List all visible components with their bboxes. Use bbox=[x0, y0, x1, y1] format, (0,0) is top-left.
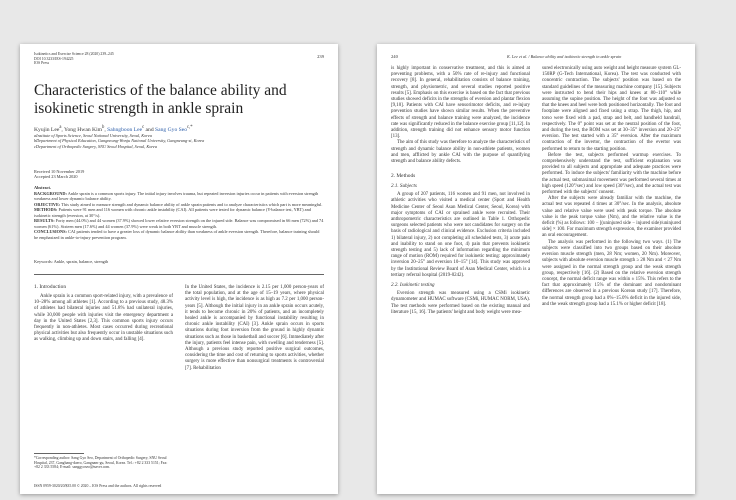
copyright-line: ISSN 0959-3020/20/$35.00 © 2020 – IOS Press and the authors. All rights reserved bbox=[34, 484, 162, 488]
paper-title: Characteristics of the balance ability and isokinetic strength in ankle sprain bbox=[34, 82, 287, 117]
abstract-heading: Abstract. bbox=[34, 185, 52, 190]
author-affiliation-mark: b bbox=[101, 125, 105, 130]
author-separator: , bbox=[61, 126, 64, 133]
right-page bbox=[377, 44, 695, 494]
accepted-date: Accepted 23 March 2020 bbox=[34, 174, 78, 180]
section-divider bbox=[34, 274, 324, 275]
doi-line: DOI 10.3233/IES-194225 bbox=[34, 56, 74, 61]
keywords: Keywords: Ankle, sprain, balance, strength bbox=[34, 259, 109, 264]
abstract-label: RESULTS: bbox=[34, 218, 55, 224]
publisher-line: IOS Press bbox=[34, 61, 50, 66]
page-number: 240 bbox=[391, 54, 398, 59]
abstract-text: This study aimed to measure strength and dynamic balance ability of ankle sprain patients and to analyze characteristics which part is more meaningful. bbox=[60, 201, 323, 207]
left-page bbox=[20, 44, 338, 494]
paragraph: is highly important in conservative treatment, and this is aimed at preventing problems, with a 50% rate of re-injury and functional recovery [8]. In general, rehabilitation consists of balance training, strength, and physiometric, and several studies reported positive results [5]. Emphasis on this exercise is based on the fact that previous studies showed deficits in the strengths of eversion and plantar flexion [9,10]. Patients with CAI have sensorimotor deficits, and re-injury prevention studies have shown similar results. When the preventive effects of strength and balance training were analyzed, the incidence rate was significantly reduced in the balance exercise group [11,12]. In addition, strength training did not enhance sensory motor function [13]. bbox=[391, 66, 530, 140]
submission-dates bbox=[34, 169, 324, 180]
running-head: K. Lee et al. / Balance ability and isokinetic strength in ankle sprain bbox=[507, 54, 622, 59]
corresponding-author-footnote: *Corresponding author: Sang Gyo Seo, Department of Orthopedic Surgery, SNU Seoul Hospital, 237, Gangbang-daero, Gangnam-gu, Seoul, Korea. Tel.: +82 2 333 5151; Fax: +82 2 333 5584; E-mail: sanggyoseo@naver.com. bbox=[34, 456, 168, 470]
abstract-label: CONCLUSIONS: bbox=[34, 229, 67, 235]
paragraph: Eversion strength was measured using a CSMi isokinetic dynamometer and HUMAC software (CSMi, HUMAC NORM, USA). The test methods were performed based on the existing manual and literature [15, 16]. The patients' height and body weight were mea- bbox=[391, 291, 530, 315]
affiliation-line: bDepartment of Physical Education, Gangneung-Wonju National University, Gangneung-si, Korea bbox=[34, 138, 205, 144]
abstract-background bbox=[34, 191, 324, 202]
subsection-heading-isokinetic: 2.2. Isokinetic testing bbox=[391, 282, 435, 289]
affiliation-line: aInstitute of Sports Science, Seoul National University, Seoul, Korea bbox=[34, 133, 152, 138]
paragraph: sured electronically using auto weight and height measure system GL-150RP (G-Tech International, Korea). The test was conducted with concentric contraction. The subjects' position was based on the standard guidelines of the measuring machine company [15]. Subjects were instructed to bend their hips and knees at 80–110° while assuming the supine position. The height of the foot was adjusted so that the knees and heel were both positioned horizontally. The foot and footplate were aligned and fixed using a strap. The thigh, hip, and torso were fixed with a pad, strap and belt, and handheld handrail, respectively. The 0° point was set at the neutral position of the foot, and during the test, the ROM was set at 30–35° inversion and 20–25° eversion. The test started with a 35° eversion. After the maximum contraction of the invertor, the contraction of the evertor was performed to return to the starting position. bbox=[542, 66, 681, 152]
abstract-methods bbox=[34, 207, 324, 218]
abstract-label: METHODS: bbox=[34, 207, 58, 213]
paragraph: A group of 207 patients, 116 women and 91 men, not involved in athletic activities who visited a medical center (Sport and Health Medicine Center of Seoul Asan Medical Center, Seoul, Korea) with major symptoms of CAI or sprained ankle were recruited. Their anthropometric characteristics are outlined in Table 1. Orthopedic surgeons selected patients who were not candidates for surgery on the basis of radiological and clinical evidence. Exclusion criteria included 1) bilateral injury, 2) not completing all scheduled tests, 3) acute pain and inability to stand on one foot, 4) pain that prevents isokinetic strength testing and 5) lack of information regarding the minimum range of motion (ROM) required for isokinetic testing: approximately inversion 20–25° and eversion 10–15° [14]. This study was approved by the Institutional Review Board of Asan Medical Center, which is a tertiary referral hospital (2019-0242). bbox=[391, 192, 530, 278]
abstract-objective bbox=[34, 202, 324, 207]
author-affiliation-mark: c,* bbox=[187, 125, 193, 130]
abstract-label: BACKGROUND: bbox=[34, 190, 67, 196]
author-name-link[interactable]: Sang Gyo Seo bbox=[155, 126, 188, 133]
received-date: Received 10 November 2019 bbox=[34, 169, 85, 174]
abstract bbox=[34, 185, 324, 240]
left-column-2 bbox=[185, 285, 324, 372]
paragraph: In the United States, the incidence is 2.15 per 1,000 person-years of the total population, and at the age of 15–19 years, where physical activity level is high, the incidence is as high as 7.2 per 1,000 person-years [5]. Although the initial injury in an ankle sprain occurs acutely, it tends to become chronic in 20% of patients, and an incompletely healed ankle is accompanied by functional instability resulting in chronic ankle instability (CAI) [3]. Ankle sprain occurs in sports situations during foot inversion from the ground in highly dynamic situations such as those in basketball and soccer [6]. Immediately after the injury, patients feel intense pain, with swelling and tenderness [5]. Although a previous study reported positive surgical outcomes, considering the time and cost of returning to sports activities, whether surgery is more effective than nonsurgical treatments is controversial [7]. Rehabilitation bbox=[185, 285, 324, 371]
paragraph: Before the test, subjects performed warmup exercises. To comprehensively understand the test, sufficient explanation was provided to all subjects and appropriate and adequate practices were performed. To induce the subjects' familiarity with the machine before the actual test, submaximal movement was performed several times at high speed (120°/sec) and low speed (30°/sec), and the actual test was performed with the subjects' consent. bbox=[542, 152, 681, 196]
abstract-conclusions bbox=[34, 229, 324, 240]
right-column-2 bbox=[542, 66, 681, 308]
paragraph: Ankle sprain is a common sport-related injury, with a prevalence of 10–28% among all athletes [1]. According to a previous study, 48.3% of athletes had bilateral injuries and 51.8% had unilateral injuries, while 30,000 people with injuries visit the emergency department a day in the United States [2,3]. This common sports injury occurs frequently in non-athletes. Most cases occurred during recreational physical activities but also frequently occur in unstable situations such as walking, climbing up and down stairs, and falling [4]. bbox=[34, 294, 173, 343]
author-affiliation-mark: c bbox=[142, 125, 145, 130]
abstract-label: OBJECTIVE: bbox=[34, 201, 61, 207]
abstract-text: Ankle sprain is a common sports injury. The initial injury involves trauma, but repeated inversion injuries occur in patients with eversion strength weakness and lower dynamic balance ability. bbox=[34, 190, 319, 201]
abstract-text: Patients were 91 men and 116 women with chronic ankle instability (CAI). All patients were tested for dynamic balance (Y-balance test, YBT) and isokinetic strength (eversion, at 30°/s). bbox=[34, 207, 311, 218]
right-column-1 bbox=[391, 66, 530, 316]
section-heading-introduction: 1. Introduction bbox=[34, 284, 67, 290]
author-name: Kyujin Lee bbox=[34, 126, 60, 133]
subsection-heading-subjects: 2.1. Subjects bbox=[391, 183, 417, 190]
author-separator: and bbox=[144, 126, 156, 133]
author-name: Yong Hwan Kim bbox=[64, 126, 102, 133]
paragraph: The aim of this study was therefore to analyze the characteristics of strength and dynamic balance ability in non-athlete patients, women and men, afflicted by ankle CAI with the purpose of quantifying strength and balance ability defects. bbox=[391, 140, 530, 165]
left-column-1 bbox=[34, 282, 173, 344]
paragraph: After the subjects were already familiar with the machine, the actual test was repeated 4 times at 30°/sec. In the analysis, absolute value and relative value were used with peak torque. The absolute value is the peak torque value (Nm), and the relative value is the deficit (%) as follows: 100 − [(uninjured side − injured side)/uninjured side] × 100. For maximum strength expression, the examiner provided an oral encouragement. bbox=[542, 196, 681, 239]
footnote-divider bbox=[34, 453, 84, 454]
author-name-link[interactable]: Sahngboon Lee bbox=[107, 126, 143, 133]
paragraph: The analysis was performed in the following two ways. (1) The subjects were classified into two groups based on their absolute eversion muscle strength (men, 28 Nm; women, 20 Nm). Moreover, subjects with absolute eversion muscle strength ≥ 28 Nm and < 27 Nm were assigned in the normal strength group and the weak strength group, respectively [16]. (2) Based on the relative eversion strength concept, the normal deficit range was within ± 15%. This refers to the fact that approximately 15% of the dominant and nondominant differences are observed in a previous Korean study [17]. Therefore, the normal strength group had a 0%–15.0% deficit in the injured side, and the weak strength group had a 15.1% or higher deficit [18]. bbox=[542, 239, 681, 307]
affiliations bbox=[34, 133, 324, 149]
abstract-results bbox=[34, 218, 324, 229]
abstract-text: Forty men (44.0%) and 44 women (37.9%) showed lower relative eversion strength on the injured side. Balance was compromised in 66 men (72%) and 74 women (61%). Sixteen men (17.6%) and 44 women (37.9%) were weak in both YBT and muscle strength. bbox=[34, 218, 324, 229]
affiliation-line: cDepartment of Orthopedic Surgery, SNU Seoul Hospital, Seoul, Korea bbox=[34, 143, 157, 149]
journal-line: Isokinetics and Exercise Science 28 (2020) 239–245 bbox=[34, 52, 114, 56]
author-separator: , bbox=[104, 126, 108, 133]
author-affiliation-mark: a bbox=[59, 125, 62, 130]
section-heading-methods: 2. Methods bbox=[391, 173, 416, 180]
page-number: 239 bbox=[317, 54, 324, 59]
abstract-text: CAI patients tended to have a greater loss of dynamic balance ability than weakness of ankle eversion strength. Therefore, balance training should be emphasized in ankle-to-injury prevention program. bbox=[34, 229, 320, 240]
journal-info bbox=[34, 52, 234, 66]
